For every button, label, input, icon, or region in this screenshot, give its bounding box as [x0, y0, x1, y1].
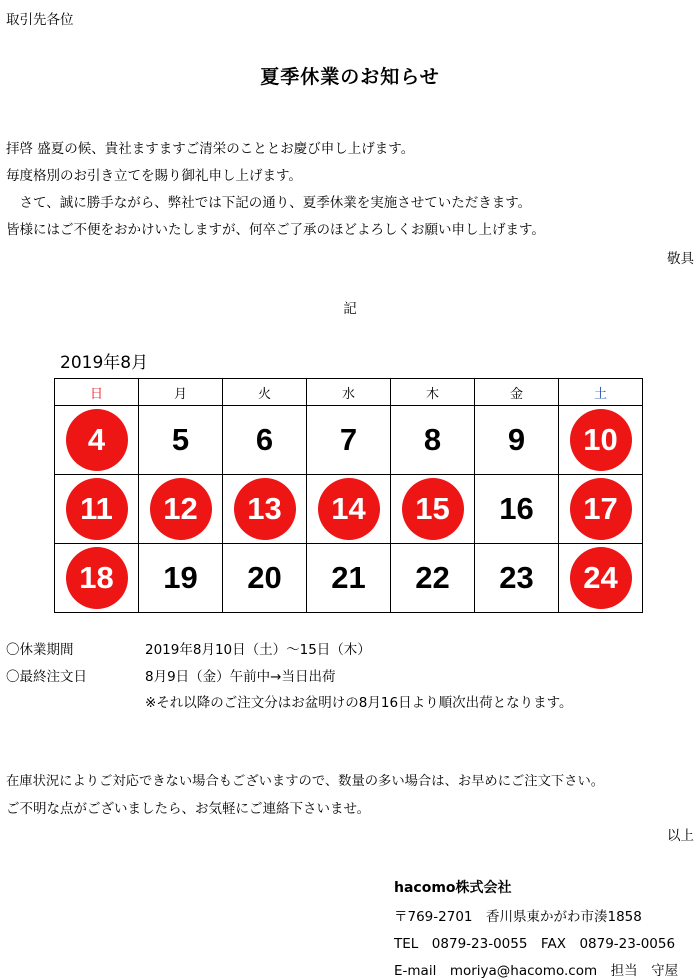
record-label: 記	[343, 301, 357, 317]
greeting-line-2: 毎度格別のお引き立てを賜り御礼申し上げます。	[6, 168, 302, 184]
greeting-line-1: 拝啓 盛夏の候、貴社ますますご清栄のこととお慶び申し上げます。	[6, 141, 415, 157]
day-number: 9	[507, 422, 526, 457]
company-name: hacomo株式会社	[394, 880, 512, 896]
last-order-value: 8月9日（金）午前中→当日出荷	[145, 669, 336, 685]
period-value: 2019年8月10日（土）～15日（木）	[145, 642, 371, 658]
day-number: 16	[499, 491, 534, 526]
calendar-week-row	[55, 475, 643, 544]
weekday-saturday: 土	[559, 379, 643, 406]
holiday-day-number: 24	[570, 547, 632, 609]
weekday-monday: 月	[139, 379, 223, 406]
day-number: 23	[499, 560, 534, 595]
document-title: 夏季休業のお知らせ	[260, 66, 440, 88]
holiday-day-number: 4	[66, 409, 128, 471]
footer-line-2: ご不明な点がございましたら、お気軽にご連絡下さいませ。	[6, 801, 371, 817]
holiday-day-number: 12	[150, 478, 212, 540]
weekday-thursday: 木	[391, 379, 475, 406]
calendar-day	[307, 406, 391, 475]
calendar-day	[475, 475, 559, 544]
day-number: 21	[331, 560, 366, 595]
calendar-day	[559, 544, 643, 613]
weekday-friday: 金	[475, 379, 559, 406]
calendar-day	[391, 544, 475, 613]
holiday-day-number: 14	[318, 478, 380, 540]
calendar-week-row	[55, 406, 643, 475]
calendar-day	[475, 544, 559, 613]
calendar-day	[475, 406, 559, 475]
holiday-day-number: 17	[570, 478, 632, 540]
day-number: 5	[171, 422, 190, 457]
holiday-day-number: 18	[66, 547, 128, 609]
calendar-day	[307, 544, 391, 613]
holiday-day-number: 11	[66, 478, 128, 540]
calendar-day	[55, 475, 139, 544]
calendar-day	[223, 475, 307, 544]
calendar-day	[55, 544, 139, 613]
company-address: 〒769-2701 香川県東かがわ市湊1858	[394, 909, 642, 925]
holiday-calendar	[54, 378, 643, 613]
calendar-day	[307, 475, 391, 544]
calendar-day	[55, 406, 139, 475]
footer-line-1: 在庫状況によりご対応できない場合もございますので、数量の多い場合は、お早めにご注文下さい。	[6, 774, 605, 789]
weekday-sunday: 日	[55, 379, 139, 406]
calendar-day	[139, 406, 223, 475]
footer-closing: 以上	[667, 828, 694, 844]
calendar-day	[559, 475, 643, 544]
day-number: 19	[163, 560, 198, 595]
weekday-wednesday: 水	[307, 379, 391, 406]
holiday-day-number: 10	[570, 409, 632, 471]
period-label: 〇休業期間	[6, 642, 74, 658]
day-number: 8	[423, 422, 442, 457]
day-number: 22	[415, 560, 450, 595]
greeting-line-3: さて、誠に勝手ながら、弊社では下記の通り、夏季休業を実施させていただきます。	[6, 195, 532, 211]
calendar-caption: 2019年8月	[60, 353, 149, 373]
holiday-day-number: 15	[402, 478, 464, 540]
day-number: 6	[255, 422, 274, 457]
company-phone-fax: TEL 0879-23-0055 FAX 0879-23-0056	[394, 936, 676, 952]
calendar-week-row	[55, 544, 643, 613]
greeting-closing: 敬具	[667, 251, 694, 267]
calendar-day	[559, 406, 643, 475]
company-email-contact: E-mail moriya@hacomo.com 担当 守屋	[394, 963, 679, 979]
calendar-day	[223, 544, 307, 613]
calendar-day	[391, 406, 475, 475]
calendar-day	[139, 544, 223, 613]
day-number: 20	[247, 560, 282, 595]
calendar-day	[223, 406, 307, 475]
weekday-tuesday: 火	[223, 379, 307, 406]
greeting-line-4: 皆様にはご不便をおかけいたしますが、何卒ご了承のほどよろしくお願い申し上げます。	[6, 222, 545, 238]
calendar-day	[139, 475, 223, 544]
day-number: 7	[339, 422, 358, 457]
calendar-day	[391, 475, 475, 544]
holiday-day-number: 13	[234, 478, 296, 540]
weekday-header-row	[55, 379, 643, 406]
recipient-line: 取引先各位	[6, 12, 74, 28]
last-order-label: 〇最終注文日	[6, 669, 87, 685]
shipping-note: ※それ以降のご注文分はお盆明けの8月16日より順次出荷となります。	[145, 695, 573, 711]
